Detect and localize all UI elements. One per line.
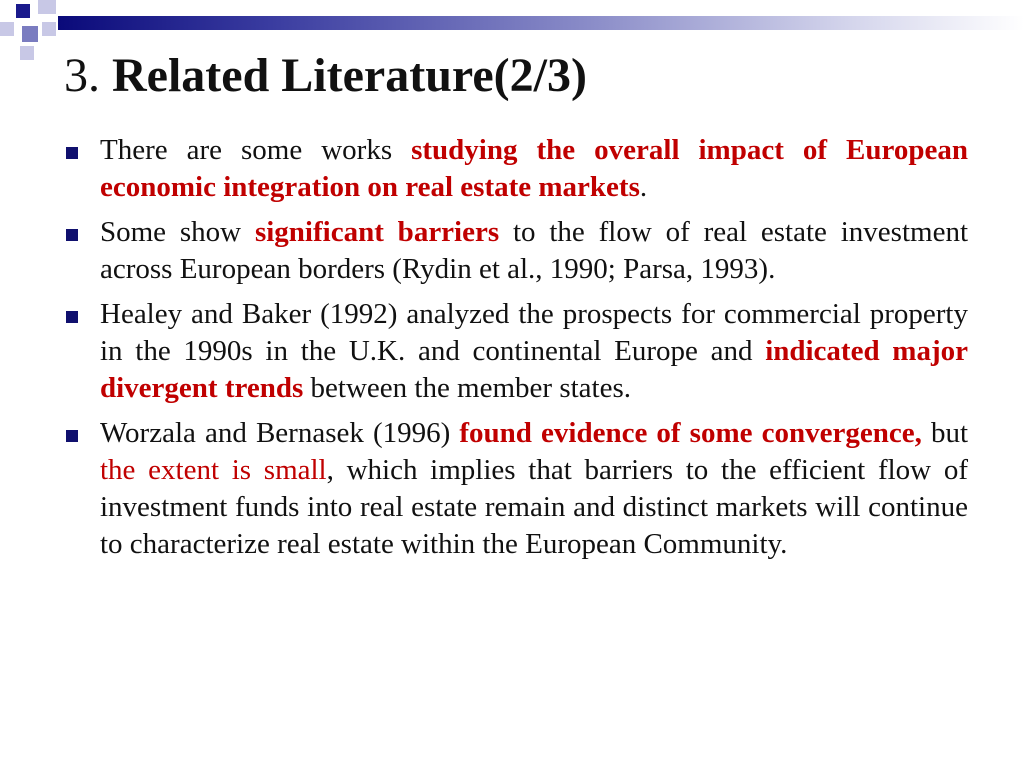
deco-square — [22, 26, 38, 42]
bullet-highlight: the extent is small — [100, 454, 327, 486]
bullet-text — [100, 415, 968, 563]
title-number: 3. — [64, 49, 100, 102]
bullet-text-segment: Worzala and Bernasek (1996) — [100, 417, 460, 449]
bullet-text — [100, 132, 968, 206]
square-bullet-icon — [66, 311, 78, 323]
bullet-text — [100, 296, 968, 407]
bullet-text-segment: There are some works — [100, 134, 412, 166]
bullet-item — [62, 132, 968, 206]
bullet-text-segment: Healey and Baker (1992) analyzed the prospects for commercial property in the 1990s in the U.K. and continental Europe and — [100, 298, 968, 367]
square-bullet-icon — [66, 229, 78, 241]
square-bullet-icon — [66, 430, 78, 442]
bullet-text-segment: between the member states. — [303, 372, 632, 404]
bullet-text-segment: , which implies that barriers to the efficient flow of investment funds into real estate remain and distinct markets will continue to characterize real estate within the European Community. — [100, 454, 968, 560]
deco-square — [42, 22, 56, 36]
bullet-emphasis: significant barriers — [254, 216, 500, 248]
bullet-text-segment: . — [639, 171, 648, 203]
bullet-text — [100, 214, 968, 288]
bullet-list — [62, 132, 968, 571]
bullet-emphasis: studying the overall impact of European economic integration on real estate markets — [100, 134, 968, 203]
bullet-item — [62, 296, 968, 407]
header-rule — [58, 16, 1024, 30]
bullet-text-segment: Some show — [100, 216, 255, 248]
deco-square — [38, 0, 56, 14]
deco-square — [0, 22, 14, 36]
deco-square — [20, 46, 34, 60]
bullet-emphasis: found evidence of some convergence, — [459, 417, 922, 449]
bullet-item — [62, 214, 968, 288]
slide-title — [64, 46, 587, 106]
bullet-item — [62, 415, 968, 563]
bullet-text-segment: but — [921, 417, 969, 449]
deco-square — [16, 4, 30, 18]
square-bullet-icon — [66, 147, 78, 159]
bullet-text-segment: to the flow of real estate investment across European borders (Rydin et al., 1990; Parsa, 1993). — [100, 216, 969, 285]
title-text: Related Literature(2/3) — [112, 49, 587, 102]
bullet-emphasis: indicated major divergent trends — [100, 335, 968, 404]
